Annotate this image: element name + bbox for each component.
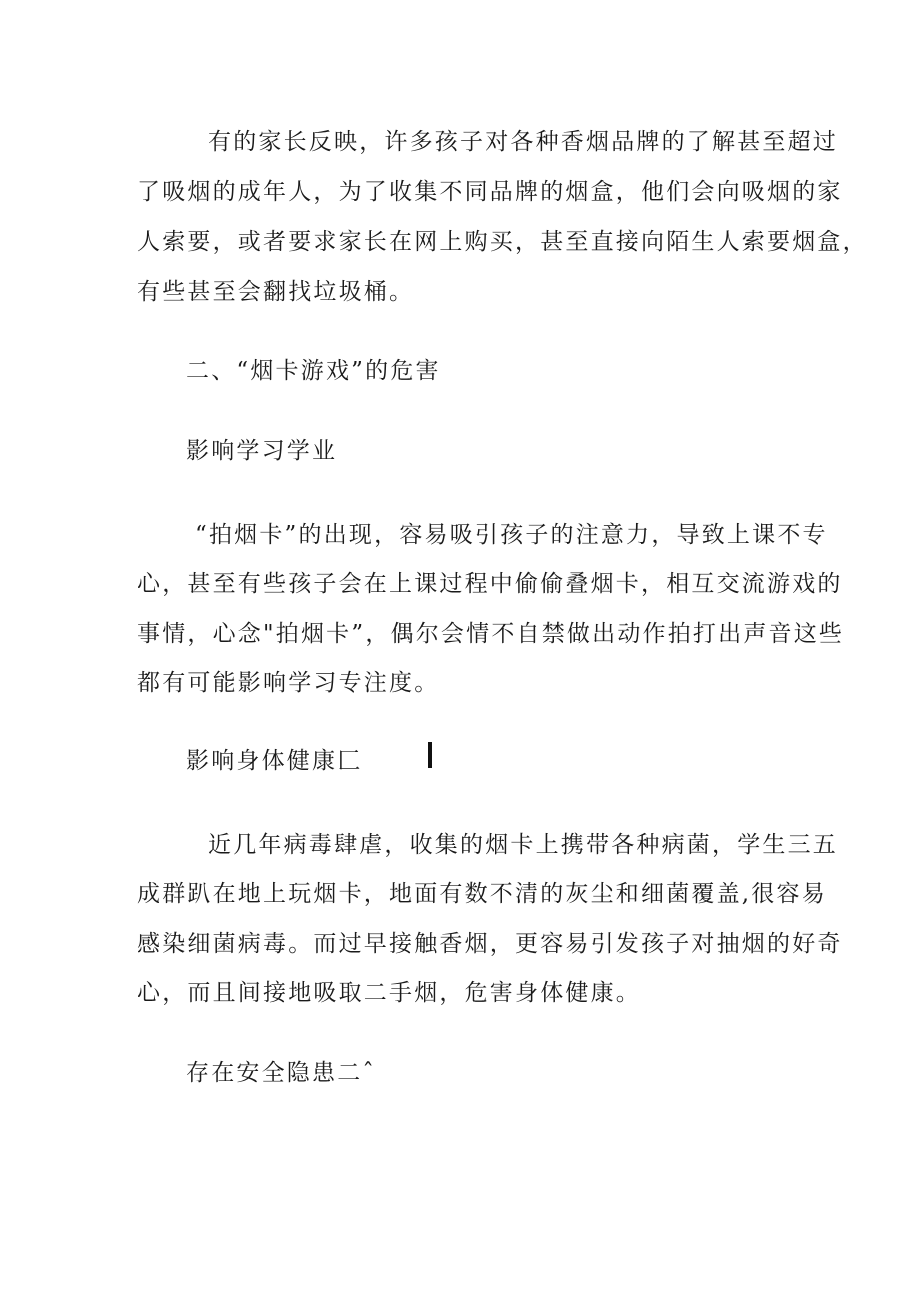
paragraph-2-line-2: 心，甚至有些孩子会在上课过程中偷偷叠烟卡，相互交流游戏的 [137,571,843,597]
paragraph-1-line-4: 有些甚至会翻找垃圾桶。 [137,279,415,305]
paragraph-3-line-1: 近几年病毒肆虐，收集的烟卡上携带各种病菌，学生三五 [208,832,838,858]
subheading-study: 影响学习学业 [186,438,338,464]
paragraph-3-line-2: 成群趴在地上玩烟卡，地面有数不清的灰尘和细菌覆盖,很容易 [137,881,827,907]
paragraph-1-line-2: 了吸烟的成年人，为了收集不同品牌的烟盒，他们会向吸烟的家 [137,179,843,205]
paragraph-2-line-4: 都有可能影响学习专注度。 [137,670,440,696]
paragraph-3-line-3: 感染细菌病毒。而过早接触香烟，更容易引发孩子对抽烟的好奇 [137,931,843,957]
text-cursor-mark [428,742,432,768]
paragraph-1-line-1: 有的家长反映，许多孩子对各种香烟品牌的了解甚至超过 [208,129,838,155]
subheading-health: 影响身体健康匚 [186,748,363,774]
paragraph-2-line-3: 事情，心念"拍烟卡”，偶尔会情不自禁做出动作拍打出声音这些 [137,621,845,647]
paragraph-2-line-1: “拍烟卡”的出现，容易吸引孩子的注意力，导致上课不专 [195,522,828,548]
subheading-safety: 存在安全隐患二ˆ [186,1060,377,1086]
section-heading-2: 二、“烟卡游戏”的危害 [186,358,441,384]
paragraph-1-line-3: 人索要，或者要求家长在网上购买，甚至直接向陌生人索要烟盒， [137,229,868,255]
paragraph-3-line-4: 心，而且间接地吸取二手烟，危害身体健康。 [137,980,641,1006]
